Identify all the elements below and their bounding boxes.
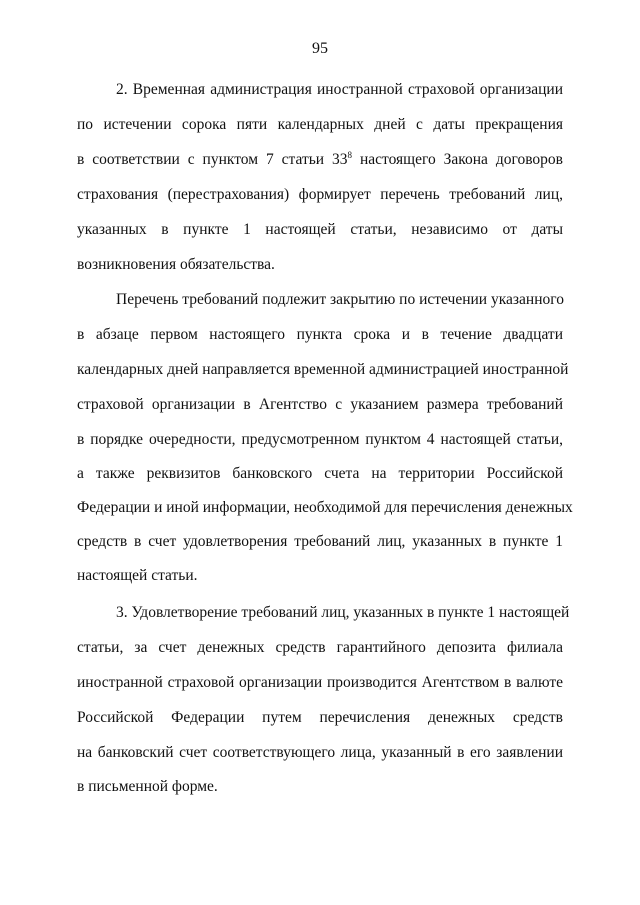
paragraph-2-line-2: в абзаце первом настоящего пункта срока и в течение двадцати xyxy=(77,326,563,343)
page-number: 95 xyxy=(312,40,328,57)
paragraph-3-line-1: 3. Удовлетворение требований лиц, указанных в пункте 1 настоящей xyxy=(116,604,570,621)
paragraph-3-line-4: Российской Федерации путем перечисления денежных средств xyxy=(77,709,563,726)
paragraph-1-line-3-tail: настоящего Закона договоров xyxy=(359,151,563,168)
paragraph-2-line-1: Перечень требований подлежит закрытию по истечении указанного xyxy=(116,291,564,308)
paragraph-1-line-1: 2. Временная администрация иностранной страховой организации xyxy=(116,81,563,98)
paragraph-3-line-6: в письменной форме. xyxy=(77,778,218,795)
paragraph-1-line-6: возникновения обязательства. xyxy=(77,256,275,273)
paragraph-2-line-5: в порядке очередности, предусмотренном пунктом 4 настоящей статьи, xyxy=(77,431,563,448)
superscript-reference: 8 xyxy=(347,150,353,160)
paragraph-2-line-8: средств в счет удовлетворения требований лиц, указанных в пункте 1 xyxy=(77,533,563,550)
paragraph-2-line-3: календарных дней направляется временной администрацией иностранной xyxy=(77,361,569,378)
paragraph-1-line-3 xyxy=(77,150,563,170)
paragraph-2-line-6: а также реквизитов банковского счета на территории Российской xyxy=(77,465,563,482)
paragraph-2-line-9: настоящей статьи. xyxy=(77,567,198,584)
paragraph-2-line-7: Федерации и иной информации, необходимой для перечисления денежных xyxy=(77,499,573,516)
paragraph-3-line-2: статьи, за счет денежных средств гарантийного депозита филиала xyxy=(77,639,563,656)
paragraph-1-line-2: по истечении сорока пяти календарных дней с даты прекращения xyxy=(77,116,563,133)
paragraph-3-line-3: иностранной страховой организации производится Агентством в валюте xyxy=(77,674,563,691)
paragraph-2-line-4: страховой организации в Агентство с указанием размера требований xyxy=(77,396,563,413)
paragraph-3-line-5: на банковский счет соответствующего лица, указанный в его заявлении xyxy=(77,744,563,761)
paragraph-1-line-5: указанных в пункте 1 настоящей статьи, независимо от даты xyxy=(77,221,563,238)
paragraph-1-line-4: страхования (перестрахования) формирует перечень требований лиц, xyxy=(77,186,563,203)
paragraph-1-line-3-head: в соответствии с пунктом 7 статьи 33 xyxy=(77,151,348,168)
